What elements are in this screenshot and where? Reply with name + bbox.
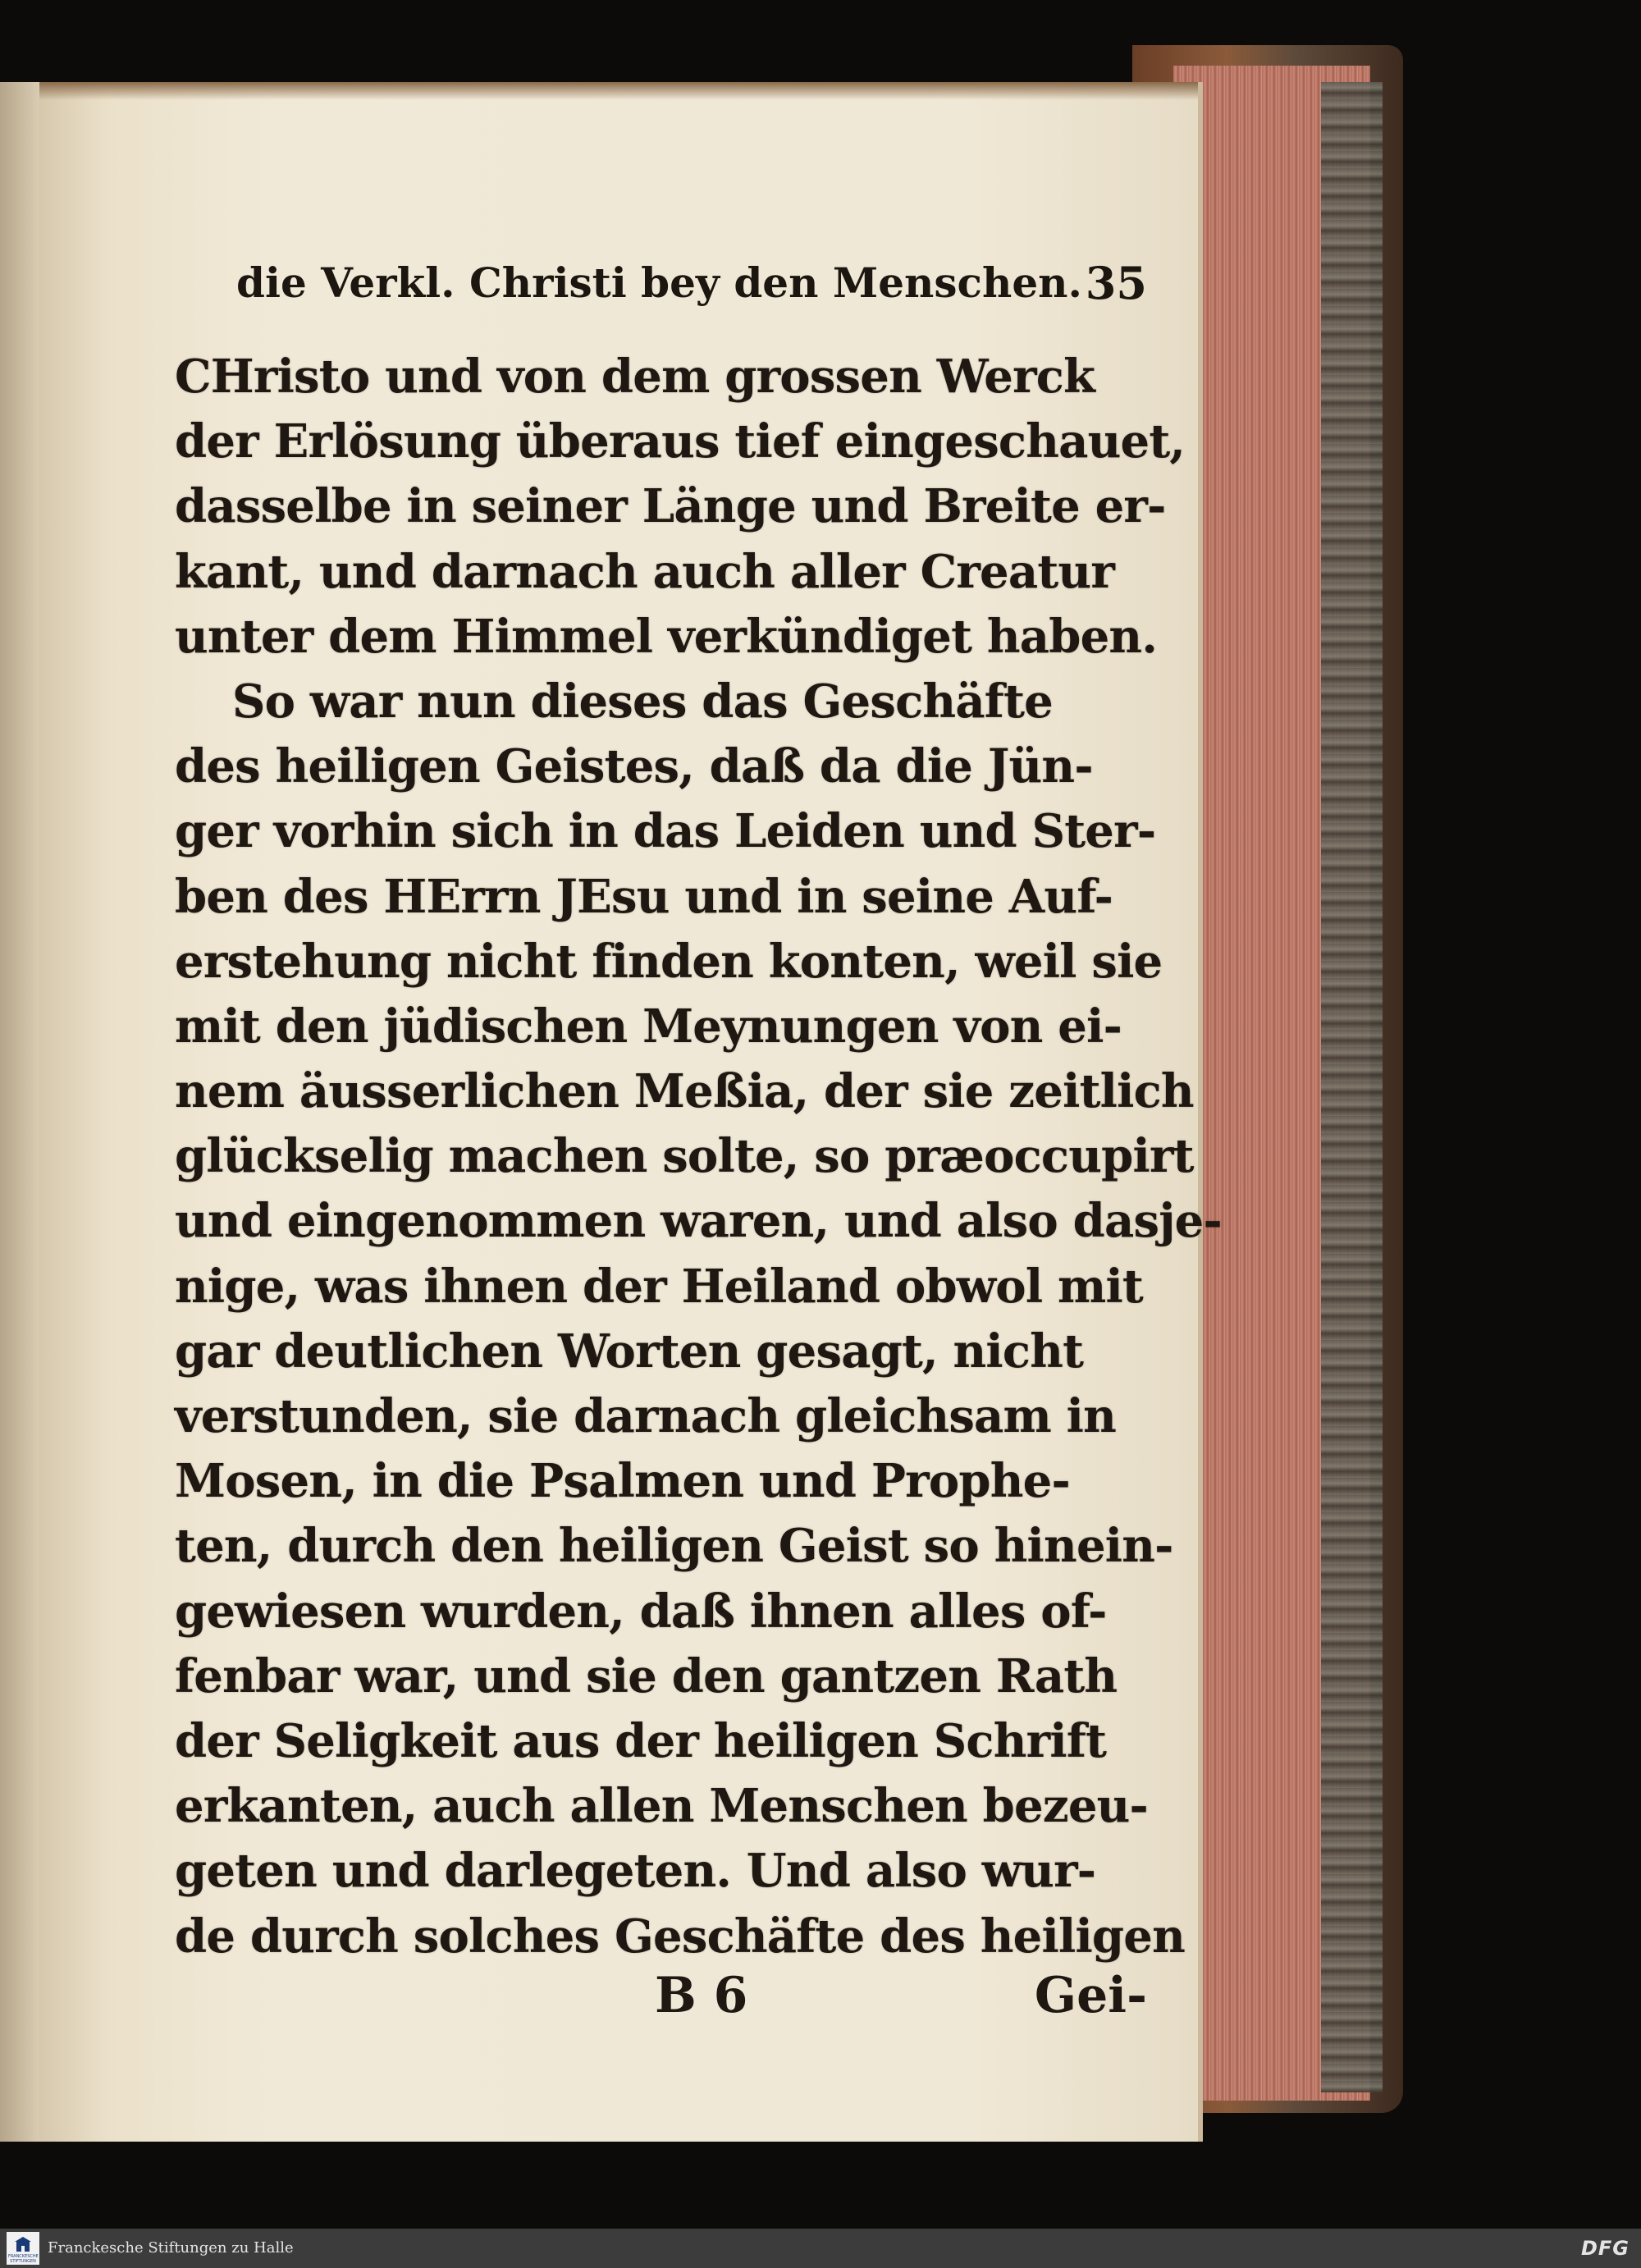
page-number: 35 [1085,257,1147,309]
marbled-cover-edge [1321,82,1383,2092]
text-line: erstehung nicht finden konten, weil sie [175,934,1163,989]
text-line: der Erlösung überaus tief eingeschauet, [175,414,1186,469]
text-line: erkanten, auch allen Menschen bezeu- [175,1779,1149,1834]
text-line: nem äusserlichen Meßia, der sie zeitlich [175,1064,1194,1119]
text-line: ten, durch den heiligen Geist so hinein- [175,1519,1173,1574]
text-line: CHristo und von dem grossen Werck [175,350,1095,404]
text-line: der Seligkeit aus der heiligen Schrift [175,1713,1107,1768]
institution-name: Franckesche Stiftungen zu Halle [48,2239,294,2257]
building-icon [15,2237,31,2252]
text-line: gewiesen wurden, daß ihnen alles of- [175,1584,1107,1639]
institution-logo [7,2232,39,2265]
left-page-edge [0,82,39,2142]
text-line: dasselbe in seiner Länge und Breite er- [175,479,1166,534]
body-text [175,345,1222,1969]
text-line: ben des HErrn JEsu und in seine Auf- [175,869,1113,924]
text-line: und eingenommen waren, und also dasje- [175,1194,1222,1249]
text-line: unter dem Himmel verkündiget haben. [175,609,1158,664]
page-footer [236,1961,1147,2031]
logo-text: FRANCKESCHE STIFTUNGEN [8,2254,39,2264]
running-head: die Verkl. Christi bey den Menschen. [236,258,1082,307]
page-header [236,250,1147,316]
text-line: glückselig machen solte, so præoccupirt [175,1129,1194,1184]
text-line: verstunden, sie darnach gleichsam in [175,1389,1117,1443]
text-line: de durch solches Geschäfte des heiligen [175,1909,1186,1964]
text-line: kant, und darnach auch aller Creatur [175,544,1115,599]
text-line: gar deutlichen Worten gesagt, nicht [175,1324,1084,1379]
signature-mark: B 6 [655,1967,748,2024]
text-line: So war nun dieses das Geschäfte [232,674,1053,729]
printed-page [39,82,1222,2142]
text-line: ger vorhin sich in das Leiden und Ster- [175,804,1156,859]
text-line: geten und darlegeten. Und also wur- [175,1844,1096,1899]
text-line: mit den jüdischen Meynungen von ei- [175,999,1122,1054]
text-line: des heiligen Geistes, daß da die Jün- [175,739,1093,794]
dfg-logo: DFG [1580,2237,1630,2260]
text-line: Mosen, in die Psalmen und Prophe- [175,1454,1070,1509]
text-line: fenbar war, und sie den gantzen Rath [175,1648,1118,1703]
catchword: Gei- [1034,1967,1147,2024]
text-line: nige, was ihnen der Heiland obwol mit [175,1259,1143,1314]
viewer-footer-bar [0,2229,1641,2268]
